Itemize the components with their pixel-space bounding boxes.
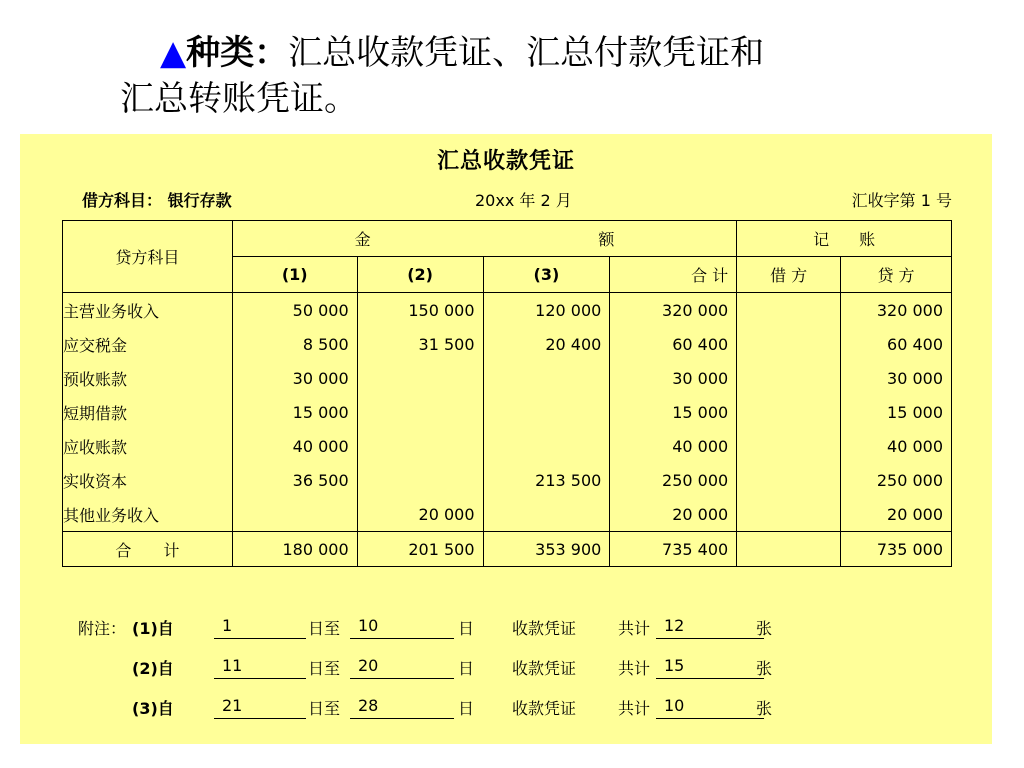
total-debit (737, 532, 841, 567)
note-index: (2)自 (132, 659, 174, 678)
note-total-label: 共计 (618, 619, 651, 638)
subheader-1: (1) (232, 257, 357, 293)
subheader-total: 合 计 (610, 257, 737, 293)
note-unit: 张 (756, 619, 773, 638)
voucher-number: 汇收字第 1 号 (851, 191, 952, 210)
note-voucher-type: 收款凭证 (512, 699, 577, 718)
row-debit (737, 463, 841, 497)
row-debit (737, 361, 841, 395)
note-voucher-type: 收款凭证 (512, 659, 577, 678)
triangle-bullet-icon: ▲ (160, 33, 187, 73)
row-total: 40 000 (610, 429, 737, 463)
row-account: 主营业务收入 (63, 293, 233, 328)
row-total: 320 000 (610, 293, 737, 328)
row-c3: 20 400 (483, 327, 610, 361)
note-from-day: 21 (214, 696, 306, 719)
table-row (63, 327, 952, 361)
note-count: 15 (656, 656, 764, 679)
row-c1: 8 500 (232, 327, 357, 361)
total-label: 合 计 (63, 532, 233, 567)
table-row (63, 293, 952, 328)
row-c2: 31 500 (357, 327, 483, 361)
row-total: 60 400 (610, 327, 737, 361)
row-c2: 20 000 (357, 497, 483, 532)
row-c2 (357, 463, 483, 497)
note-row (78, 610, 978, 650)
row-c2: 150 000 (357, 293, 483, 328)
total-c3: 353 900 (483, 532, 610, 567)
header-amount-char1: 金 (354, 230, 371, 249)
row-total: 250 000 (610, 463, 737, 497)
row-c1: 36 500 (232, 463, 357, 497)
note-day-to: 日至 (308, 659, 341, 678)
note-unit: 张 (756, 659, 773, 678)
total-row (63, 532, 952, 567)
row-c3 (483, 361, 610, 395)
table-row (63, 497, 952, 532)
note-day-to: 日至 (308, 699, 341, 718)
summary-table (62, 220, 952, 567)
row-debit (737, 293, 841, 328)
note-from-day: 11 (214, 656, 306, 679)
row-credit: 250 000 (841, 463, 952, 497)
note-voucher-type: 收款凭证 (512, 619, 577, 638)
header-posting-char1: 记 (813, 230, 830, 249)
note-unit: 张 (756, 699, 773, 718)
header-posting-group (737, 221, 952, 257)
row-c2 (357, 361, 483, 395)
row-c3 (483, 429, 610, 463)
header-amount-group (232, 221, 736, 257)
note-count: 12 (656, 616, 764, 639)
subheader-debit: 借 方 (737, 257, 841, 293)
row-c2 (357, 395, 483, 429)
row-c3 (483, 497, 610, 532)
note-to-day: 20 (350, 656, 454, 679)
total-credit: 735 000 (841, 532, 952, 567)
row-credit: 320 000 (841, 293, 952, 328)
row-c1: 50 000 (232, 293, 357, 328)
subheader-credit: 贷 方 (841, 257, 952, 293)
heading-keyword: 种类： (186, 33, 289, 73)
row-debit (737, 429, 841, 463)
table-row (63, 429, 952, 463)
row-c3: 213 500 (483, 463, 610, 497)
note-day: 日 (458, 619, 475, 638)
voucher-title: 汇总收款凭证 (436, 149, 575, 174)
row-debit (737, 497, 841, 532)
heading-line1-text: 汇总收款凭证、汇总付款凭证和 (288, 33, 765, 73)
row-account: 应交税金 (63, 327, 233, 361)
row-total: 30 000 (610, 361, 737, 395)
header-amount-char2: 额 (598, 230, 615, 249)
debit-account-label: 借方科目： (82, 191, 163, 210)
row-c1 (232, 497, 357, 532)
header-posting-char2: 账 (859, 230, 876, 249)
row-credit: 15 000 (841, 395, 952, 429)
subheader-3: (3) (483, 257, 610, 293)
row-credit: 20 000 (841, 497, 952, 532)
table-row (63, 463, 952, 497)
row-c1: 15 000 (232, 395, 357, 429)
voucher-date: 20xx 年 2 月 (475, 191, 572, 210)
debit-account-value: 银行存款 (167, 191, 232, 210)
subheader-2: (2) (357, 257, 483, 293)
note-row (78, 690, 978, 730)
row-c3 (483, 395, 610, 429)
table-row (63, 361, 952, 395)
row-account: 应收账款 (63, 429, 233, 463)
note-day: 日 (458, 699, 475, 718)
note-day: 日 (458, 659, 475, 678)
note-index: (3)自 (132, 699, 174, 718)
note-from-day: 1 (214, 616, 306, 639)
row-debit (737, 327, 841, 361)
note-total-label: 共计 (618, 699, 651, 718)
row-c3: 120 000 (483, 293, 610, 328)
voucher-panel (20, 134, 992, 744)
row-account: 短期借款 (63, 395, 233, 429)
row-account: 预收账款 (63, 361, 233, 395)
row-credit: 40 000 (841, 429, 952, 463)
row-total: 20 000 (610, 497, 737, 532)
row-account: 实收资本 (63, 463, 233, 497)
row-c1: 30 000 (232, 361, 357, 395)
notes-section (78, 610, 978, 730)
row-debit (737, 395, 841, 429)
total-total: 735 400 (610, 532, 737, 567)
row-credit: 30 000 (841, 361, 952, 395)
total-c2: 201 500 (357, 532, 483, 567)
row-account: 其他业务收入 (63, 497, 233, 532)
header-credit-account: 贷方科目 (63, 221, 233, 293)
heading-line2-text: 汇总转账凭证。 (120, 79, 358, 119)
note-to-day: 28 (350, 696, 454, 719)
row-total: 15 000 (610, 395, 737, 429)
row-credit: 60 400 (841, 327, 952, 361)
row-c2 (357, 429, 483, 463)
note-day-to: 日至 (308, 619, 341, 638)
note-count: 10 (656, 696, 764, 719)
row-c1: 40 000 (232, 429, 357, 463)
table-row (63, 395, 952, 429)
debit-account (82, 188, 232, 211)
note-to-day: 10 (350, 616, 454, 639)
notes-prefix: 附注： (78, 619, 127, 638)
note-index: (1)自 (132, 619, 174, 638)
slide-heading (0, 30, 1024, 122)
note-row (78, 650, 978, 690)
note-total-label: 共计 (618, 659, 651, 678)
total-c1: 180 000 (232, 532, 357, 567)
